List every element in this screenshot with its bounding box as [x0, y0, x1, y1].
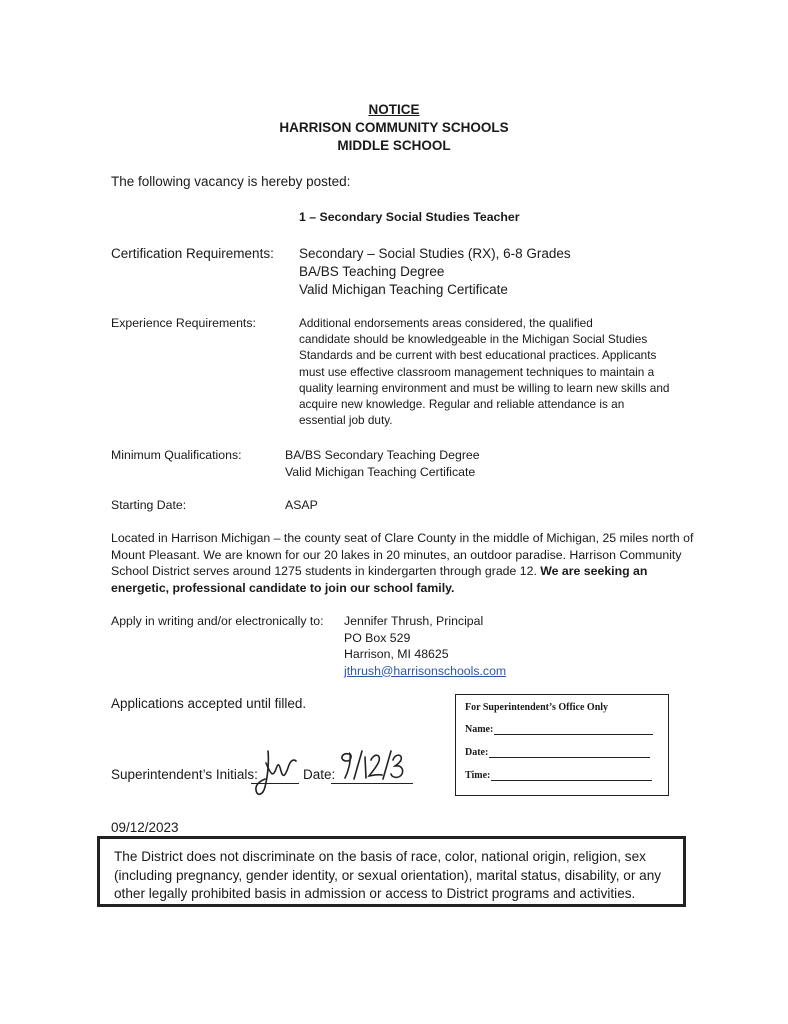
starting-label: Starting Date:	[111, 498, 187, 512]
office-name-line	[494, 724, 653, 735]
posted-date: 09/12/2023	[111, 820, 179, 835]
position-title: 1 – Secondary Social Studies Teacher	[299, 210, 520, 224]
minimum-line: BA/BS Secondary Teaching Degree	[285, 448, 480, 462]
apply-label: Apply in writing and/or electronically to:	[111, 614, 324, 628]
apply-city: Harrison, MI 48625	[344, 647, 449, 661]
certification-line: BA/BS Teaching Degree	[299, 264, 445, 279]
nondiscrimination-text: The District does not discriminate on the basis of race, color, national origin, religion, sex (including pregnancy, gender identity, or sexual orientation), marital status, disability, or any other legally prohibited basis in admission or access to District programs and activities.	[114, 849, 662, 901]
office-time-line	[491, 770, 652, 781]
about-line-bold: We are seeking an	[540, 564, 648, 578]
school-heading: MIDDLE SCHOOL	[337, 138, 451, 153]
about-line: Mount Pleasant. We are known for our 20 lakes in 20 minutes, an outdoor paradise. Harrison Community	[111, 547, 682, 562]
handwritten-date-text: 9/12/23	[335, 748, 339, 749]
about-line-plain: School District serves around 1275 students in kindergarten through grade 12.	[111, 564, 541, 578]
experience-label: Experience Requirements:	[111, 316, 256, 330]
office-name-label: Name:	[465, 724, 494, 735]
superintendent-office-box	[455, 694, 669, 796]
about-line	[111, 563, 691, 580]
office-date-label: Date:	[465, 747, 489, 758]
initials-signature-icon	[251, 747, 299, 799]
office-box-title: For Superintendent’s Office Only	[465, 702, 609, 713]
experience-line: must use effective classroom management techniques to maintain a	[299, 364, 655, 379]
certification-line: Secondary – Social Studies (RX), 6-8 Grades	[299, 246, 571, 261]
certification-list	[299, 245, 571, 299]
experience-text	[299, 315, 670, 428]
experience-line: acquire new knowledge. Regular and reliable attendance is an	[299, 397, 625, 412]
district-heading: HARRISON COMMUNITY SCHOOLS	[279, 120, 509, 135]
apply-email-link[interactable]: jthrush@harrisonschools.com	[344, 663, 507, 678]
office-date-row	[465, 747, 650, 758]
certification-line: Valid Michigan Teaching Certificate	[299, 282, 508, 297]
notice-heading: NOTICE	[368, 102, 420, 117]
about-paragraph	[111, 530, 694, 596]
initials-line	[251, 749, 299, 784]
apply-po: PO Box 529	[344, 630, 411, 645]
signature-date-label: Date:	[303, 767, 336, 782]
signature-date-line	[331, 748, 413, 784]
about-line-bold: energetic, professional candidate to join our school family.	[111, 580, 455, 595]
accepted-text: Applications accepted until filled.	[111, 696, 307, 711]
office-time-row	[465, 770, 652, 781]
apply-address	[344, 613, 506, 679]
intro-text: The following vacancy is hereby posted:	[111, 174, 351, 189]
minimum-line: Valid Michigan Teaching Certificate	[285, 464, 476, 479]
apply-name: Jennifer Thrush, Principal	[344, 614, 484, 628]
office-date-line	[489, 747, 650, 758]
minimum-label: Minimum Qualifications:	[111, 448, 242, 462]
about-line: Located in Harrison Michigan – the county seat of Clare County in the middle of Michigan, 25 miles north of	[111, 531, 694, 545]
experience-line: candidate should be knowledgeable in the Michigan Social Studies	[299, 332, 648, 347]
nondiscrimination-box	[97, 836, 686, 907]
office-time-label: Time:	[465, 770, 491, 781]
minimum-list	[285, 447, 480, 480]
initials-label: Superintendent’s Initials:	[111, 767, 258, 782]
experience-line: quality learning environment and must be willing to learn new skills and	[299, 380, 670, 395]
experience-line: Standards and be current with best educational practices. Applicants	[299, 348, 657, 363]
initials-text: JW	[251, 747, 253, 748]
certification-label: Certification Requirements:	[111, 246, 274, 261]
experience-line: essential job duty.	[299, 413, 393, 428]
office-name-row	[465, 724, 653, 735]
starting-value: ASAP	[285, 498, 318, 512]
handwritten-date-icon	[335, 748, 425, 782]
experience-line: Additional endorsements areas considered, the qualified	[299, 316, 593, 330]
